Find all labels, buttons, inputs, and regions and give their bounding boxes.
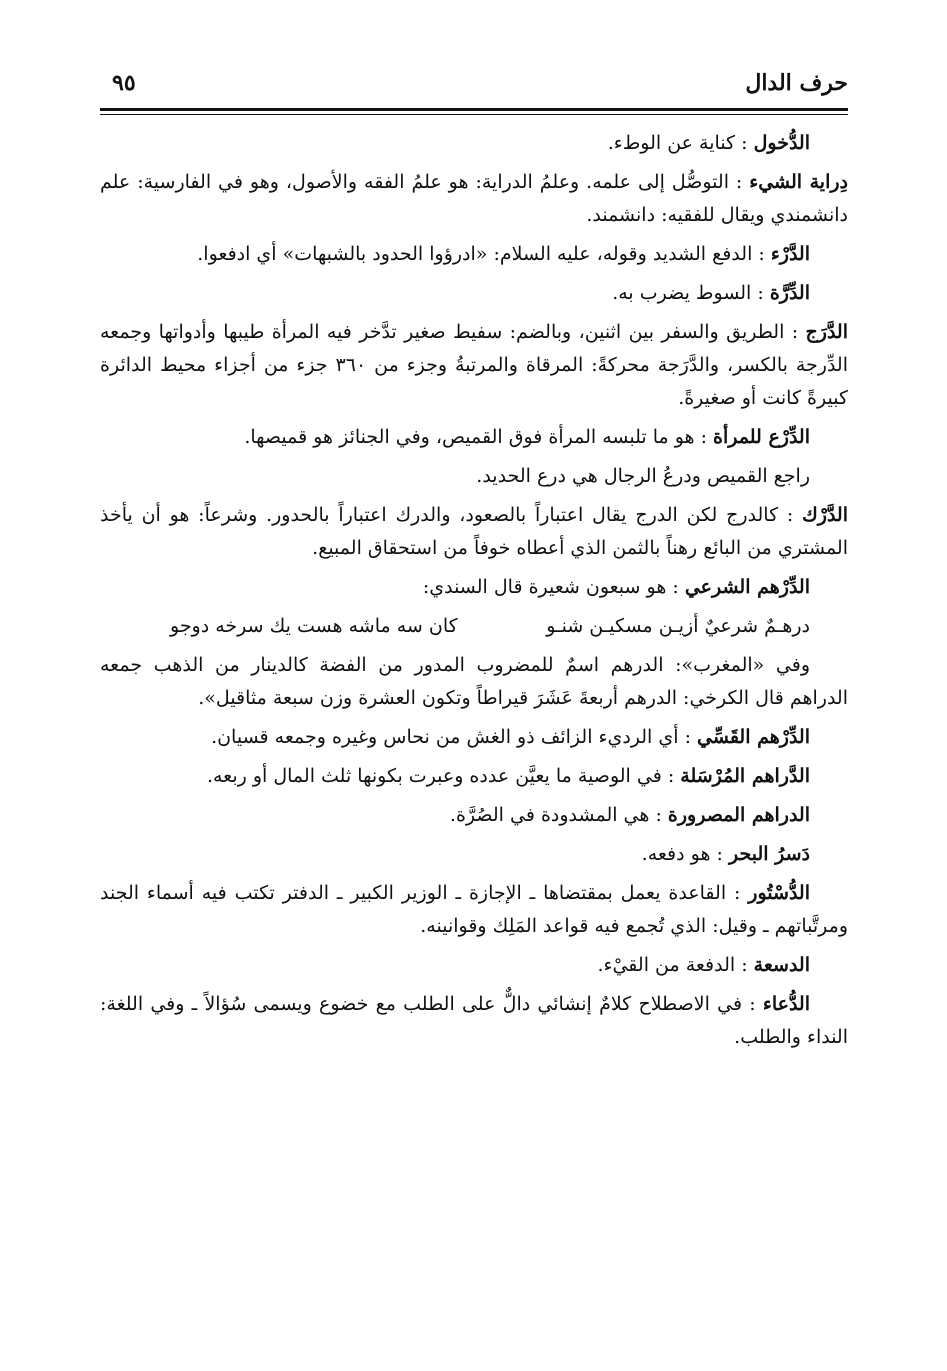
entry-headword: الدسعة	[753, 954, 810, 976]
entry-headword: الدراهم المصرورة	[667, 804, 810, 826]
dictionary-entries	[100, 127, 848, 1054]
entry-continuation	[100, 460, 848, 493]
chapter-title: حرف الدال	[745, 70, 848, 96]
entry-definition: : في الاصطلاح كلامٌ إنشائي دالٌّ على الطلب مع خضوع ويسمى سُؤالاً ـ وفي اللغة: النداء والطلب.	[100, 993, 848, 1048]
entry-headword: الدِّرْهم الشرعي	[684, 576, 810, 598]
entry-headword: الدِّرَّة	[769, 282, 810, 304]
verse-first-hemistich: درهـمٌ شرعيٌ أزيـن مسكيـن شنـو	[546, 615, 810, 637]
header-rule-thin	[100, 114, 848, 115]
entry-dir-lil-mara	[100, 421, 848, 454]
entry-headword: الدُّعاء	[762, 993, 810, 1015]
entry-definition: راجع القميص ودرعُ الرجال هي درع الحديد.	[476, 465, 810, 487]
entry-definition: : التوصُّل إلى علمه. وعلمُ الدراية: هو علمُ الفقه والأصول، وهو في الفارسية: علم دانشمندي ويقال للفقيه: دانشمند.	[100, 171, 848, 226]
entry-definition: : الدفعة من القيْء.	[597, 954, 748, 976]
entry-headword: الدَّراهم المُرْسَلة	[680, 765, 810, 787]
entry-definition: : الدفع الشديد وقوله، عليه السلام: «ادرؤوا الحدود بالشبهات» أي ادفعوا.	[197, 243, 765, 265]
entry-headword: الدِّرْهم القَسِّي	[697, 726, 810, 748]
entry-definition: : كناية عن الوطء.	[607, 132, 748, 154]
entry-definition: : هو دفعه.	[641, 843, 723, 865]
entry-definition: : في الوصية ما يعيَّن عدده وعبرت بكونها ثلث المال أو ربعه.	[206, 765, 675, 787]
entry-daraj	[100, 316, 848, 415]
entry-dua	[100, 988, 848, 1054]
entry-dirham-sharii	[100, 571, 848, 604]
header-rule-thick	[100, 108, 848, 111]
entry-darahim-masrura	[100, 799, 848, 832]
entry-definition: : السوط يضرب به.	[612, 282, 764, 304]
entry-definition: : هو ما تلبسه المرأة فوق القميص، وفي الجنائز هو قميصها.	[244, 426, 707, 448]
entry-headword: الدَّرْك	[802, 504, 848, 526]
entry-dark	[100, 499, 848, 565]
page-number: ٩٥	[112, 70, 136, 96]
entry-headword: الدُّسْتُور	[748, 882, 810, 904]
entry-headword: دَسرُ البحر	[728, 843, 810, 865]
book-page	[100, 62, 848, 1352]
entry-dustur	[100, 877, 848, 943]
entry-definition: : القاعدة يعمل بمقتضاها ـ الإجازة ـ الوزير الكبير ـ الدفتر تكتب فيه أسماء الجند ومرتَّباتهم ـ وقيل: الذي تُجمع فيه قواعد المَلِك وقوانينه.	[100, 882, 848, 937]
entry-mughrib-quote	[100, 649, 848, 715]
entry-headword: الدِّرْع للمرأة	[713, 426, 810, 448]
entry-durra	[100, 277, 848, 310]
entry-headword: دِراية الشيء	[749, 171, 848, 193]
entry-dirham-qassi	[100, 721, 848, 754]
entry-dukhul	[100, 127, 848, 160]
entry-dirayat-al-shay	[100, 166, 848, 232]
verse-second-hemistich: كان سه ماشه هست يك سرخه دوجو	[170, 615, 458, 637]
entry-definition: : هي المشدودة في الصُرَّة.	[449, 804, 662, 826]
entry-definition: : كالدرج لكن الدرج يقال اعتباراً بالصعود، والدرك اعتباراً بالحدور. وشرعاً: هو أن يأخذ المشتري من البائع رهناً بالثمن الذي أعطاه خوفاً من استحقاق المبيع.	[100, 504, 848, 559]
entry-dar	[100, 238, 848, 271]
entry-definition: وفي «المغرب»: الدرهم اسمٌ للمضروب المدور من الفضة كالدينار من الذهب جمعه الدراهم قال الكرخي: الدرهم أربعةَ عَشَرَ قيراطاً وتكون العشرة وزن سبعة مثاقيل».	[100, 654, 848, 709]
entry-headword: الدَّرَج	[805, 321, 848, 343]
entry-dasa	[100, 949, 848, 982]
entry-darahim-mursala	[100, 760, 848, 793]
entry-definition: : أي الرديء الزائف ذو الغش من نحاس وغيره وجمعه قسيان.	[211, 726, 691, 748]
entry-headword: الدُّخول	[753, 132, 810, 154]
page-header	[100, 62, 848, 102]
entry-dasr-al-bahr	[100, 838, 848, 871]
entry-definition: : الطريق والسفر بين اثنين، وبالضم: سفيط صغير تدَّخر فيه المرأة طيبها وأدواتها وجمعه الدِّرجة بالكسر، والدَّرَجة محركةً: المرقاة والمرتبةُ وجزء من ٣٦٠ جزء من أجزاء محيط الدائرة كبيرةً كانت أو صغيرةً.	[100, 321, 848, 409]
entry-definition: : هو سبعون شعيرة قال السندي:	[422, 576, 679, 598]
entry-headword: الدَّرْء	[770, 243, 810, 265]
poem-verse	[100, 610, 848, 643]
